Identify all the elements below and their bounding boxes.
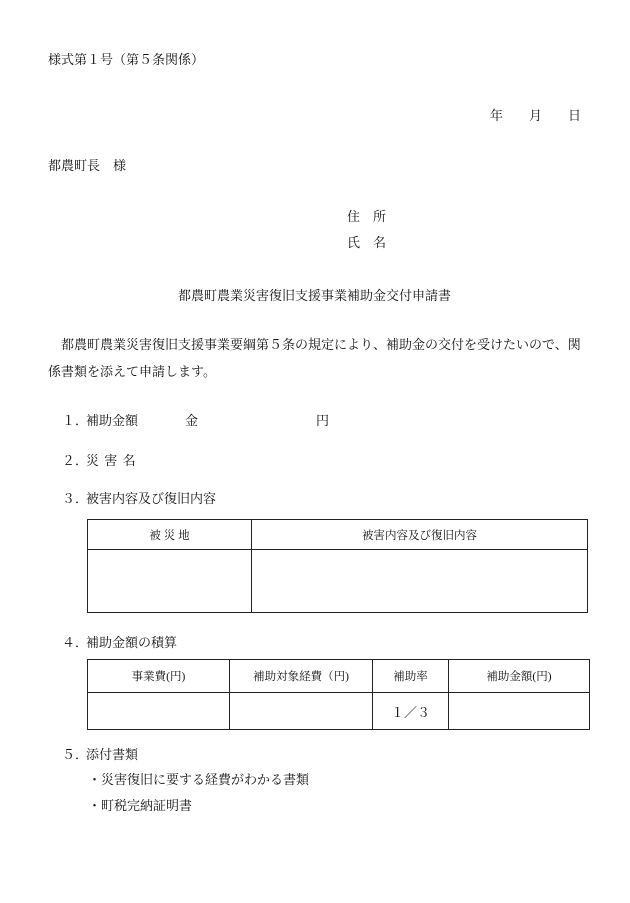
body-text-line-2: 係書類を添えて申請します。 [48,364,216,379]
table-row [88,550,588,613]
item-number: １． [62,413,89,428]
item-label: 災 害 名 [86,453,137,468]
table-header-cell: 被害内容及び復旧内容 [252,520,588,550]
item-number: ２． [62,453,89,468]
damage-details-table [87,519,588,613]
project-cost-cell [88,693,230,730]
document-title: 都農町農業災害復旧支援事業補助金交付申請書 [178,288,452,303]
applicant-address-label: 住 所 [347,209,387,224]
form-number: 様式第１号（第５条関係） [48,52,205,67]
eligible-cost-cell [230,693,373,730]
date-line: 年 月 日 [490,108,582,123]
disaster-location-cell [88,550,252,613]
attachment-list-item: ・町税完納証明書 [88,798,193,813]
applicant-name-label: 氏 名 [347,235,387,250]
body-text-line-1: 都農町農業災害復旧支援事業要綱第５条の規定により、補助金の交付を受けたいので、関 [48,337,581,352]
table-header-cell: 事業費(円) [88,660,230,693]
item-label: 被害内容及び復旧内容 [86,491,217,506]
table-header-cell: 補助対象経費（円) [230,660,373,693]
item-number: ５． [62,747,89,762]
table-header-cell: 補助金額(円) [449,660,590,693]
damage-recovery-cell [252,550,588,613]
item-subsidy-calculation [62,635,177,651]
addressee: 都農町長 様 [48,158,127,173]
item-attachments [62,747,138,763]
amount-prefix: 金 [185,413,199,428]
item-subsidy-amount [62,413,138,429]
amount-unit: 円 [316,413,330,428]
subsidy-rate-cell: １／３ [373,693,449,730]
item-label: 補助金額の積算 [86,635,178,650]
subsidy-calculation-table [87,659,590,730]
table-header-cell: 被 災 地 [88,520,252,550]
table-row [88,693,590,730]
item-disaster-name [62,453,137,469]
item-label: 添付書類 [86,747,139,762]
item-number: ３． [62,491,89,506]
table-header-cell: 補助率 [373,660,449,693]
item-damage-details [62,491,216,507]
item-number: ４． [62,635,89,650]
item-label: 補助金額 [86,413,139,428]
attachment-list-item: ・災害復旧に要する経費がわかる書類 [88,772,310,787]
subsidy-amount-cell [449,693,590,730]
